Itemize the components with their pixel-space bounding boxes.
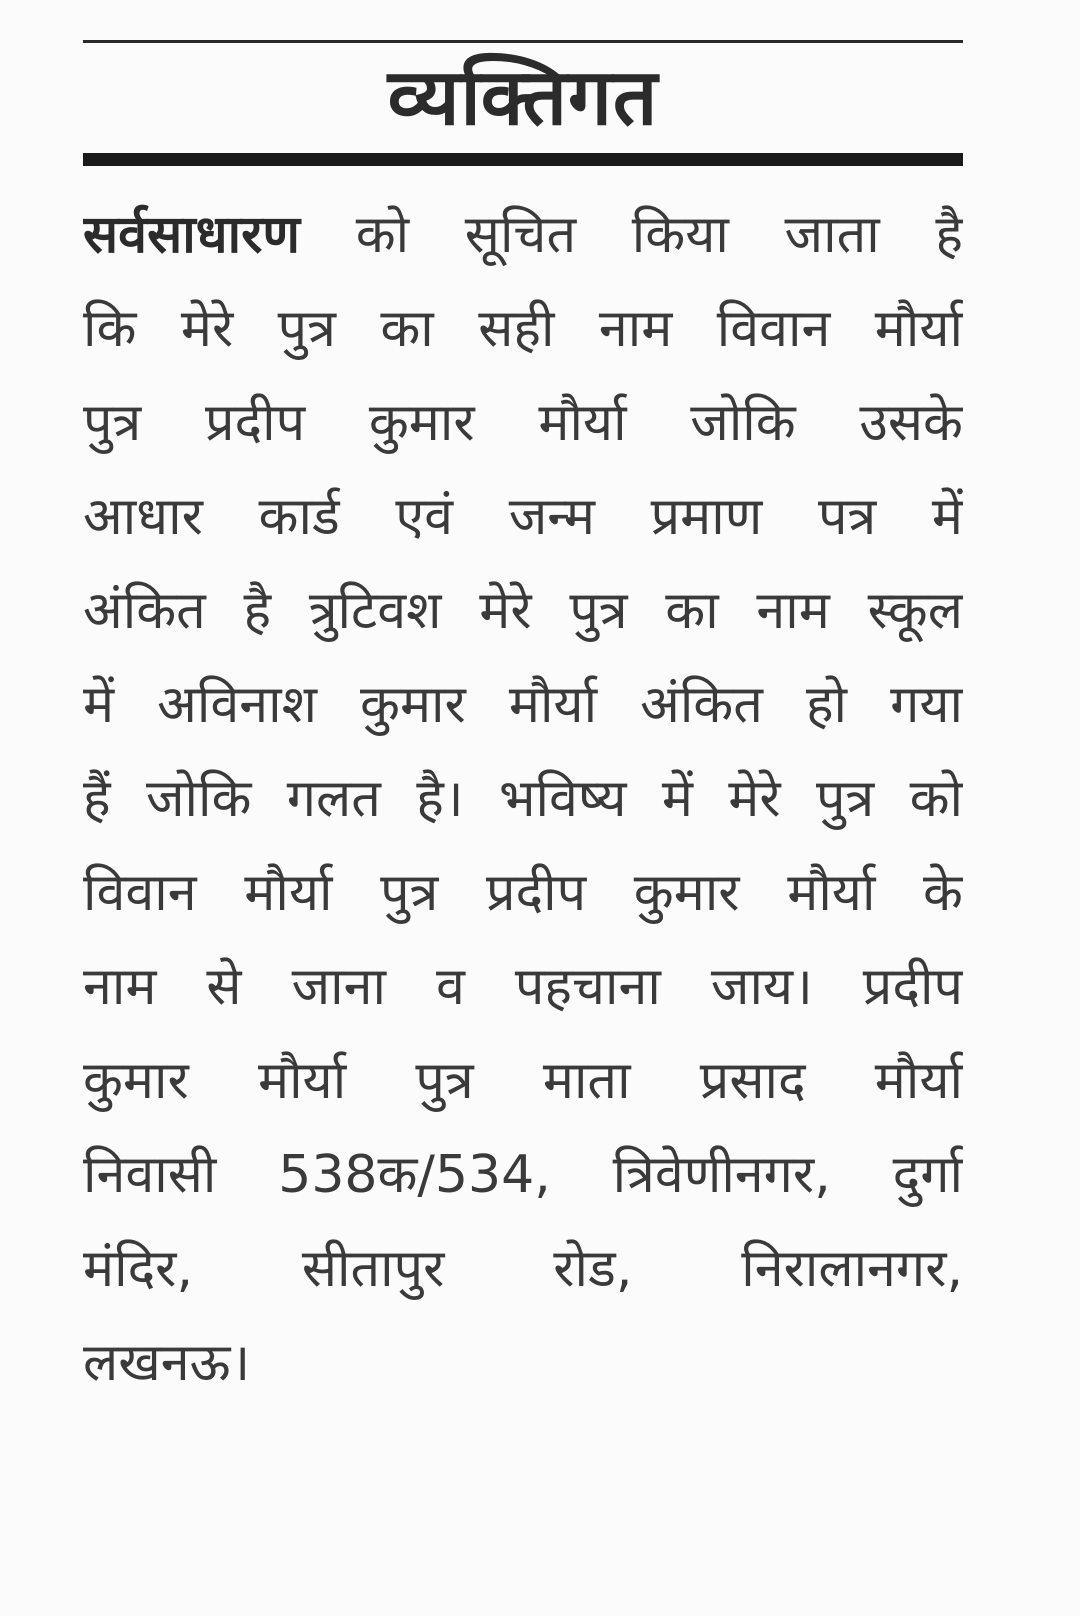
notice-line: में अविनाश कुमार मौर्या अंकित हो गया — [83, 675, 963, 735]
personal-notice — [83, 40, 963, 1410]
notice-heading: व्यक्तिगत — [387, 53, 659, 143]
notice-line: आधार कार्ड एवं जन्म प्रमाण पत्र में — [83, 487, 963, 547]
notice-line: अंकित है त्रुटिवश मेरे पुत्र का नाम स्कूल — [83, 581, 963, 641]
notice-body — [83, 188, 963, 1410]
notice-line: लखनऊ। — [83, 1333, 251, 1393]
notice-lead-word: सर्वसाधारण — [83, 205, 300, 265]
notice-line: कि मेरे पुत्र का सही नाम विवान मौर्या — [83, 299, 963, 359]
notice-line: पुत्र प्रदीप कुमार मौर्या जोकि उसके — [83, 393, 963, 453]
notice-line: हैं जोकि गलत है। भविष्य में मेरे पुत्र को — [83, 769, 963, 829]
notice-line: कुमार मौर्या पुत्र माता प्रसाद मौर्या — [83, 1051, 963, 1111]
notice-line: विवान मौर्या पुत्र प्रदीप कुमार मौर्या के — [83, 863, 963, 923]
notice-heading-block — [83, 43, 963, 153]
notice-line: निवासी 538क/534, त्रिवेणीनगर, दुर्गा — [83, 1145, 963, 1205]
heading-rule — [83, 153, 963, 166]
notice-line: नाम से जाना व पहचाना जाय। प्रदीप — [83, 957, 963, 1017]
notice-line — [83, 188, 963, 282]
notice-first-line-text: को सूचित किया जाता है — [300, 205, 963, 265]
notice-line: मंदिर, सीतापुर रोड, निरालानगर, — [83, 1239, 963, 1299]
